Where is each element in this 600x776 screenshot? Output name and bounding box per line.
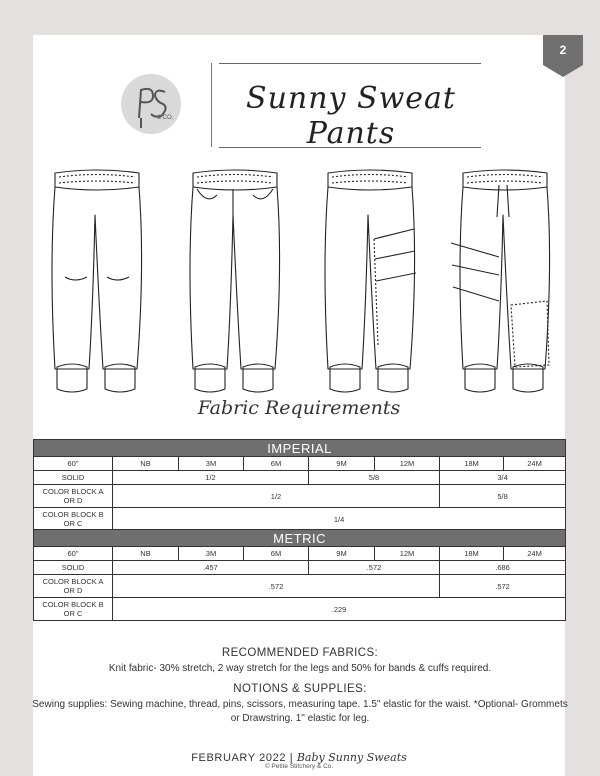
metric-header: METRIC (34, 530, 566, 547)
page-number-badge (543, 35, 583, 77)
table-cell: .572 (309, 561, 440, 575)
table-cell: 1/4 (113, 508, 566, 531)
header-rule-top (219, 63, 481, 64)
recommended-fabrics-text: Knit fabric- 30% stretch, 2 way stretch for the legs and 50% for bands & cuffs required. (108, 663, 492, 674)
size-header: NB (113, 547, 179, 561)
row-label-solid: SOLID (34, 561, 113, 575)
pant-color-block-a-illustration (325, 170, 416, 392)
table-cell: .229 (113, 598, 566, 621)
pant-color-block-b-illustration (451, 170, 550, 392)
pant-front-view-illustration (190, 170, 280, 392)
footer-pattern-name: Baby Sunny Sweats (296, 751, 407, 764)
row-label-color-block-b: COLOR BLOCK B OR C (34, 598, 113, 621)
size-header: 24M (504, 547, 566, 561)
size-header: 12M (375, 547, 440, 561)
header (111, 63, 481, 151)
size-header: NB (113, 457, 179, 471)
brand-logo (119, 72, 183, 136)
page-number: 2 (559, 43, 567, 57)
footer-separator: | (289, 752, 294, 764)
fabric-requirements-title: Fabric Requirements (197, 397, 401, 419)
metric-table (33, 529, 566, 621)
table-cell: 5/8 (309, 471, 440, 485)
table-cell: .457 (113, 561, 309, 575)
size-header: 24M (504, 457, 566, 471)
size-header: 3M (179, 547, 244, 561)
table-cell: 3/4 (440, 471, 566, 485)
table-cell: 5/8 (440, 485, 566, 508)
metric-width-label: 60" (34, 547, 113, 561)
size-header: 9M (309, 547, 375, 561)
notions-text-line1: Sewing supplies: Sewing machine, thread, pins, scissors, measuring tape. 1.5" elastic for the waist. *Optional- Grommets (32, 699, 568, 710)
table-cell: .686 (440, 561, 566, 575)
size-header: 6M (244, 547, 309, 561)
imperial-table (33, 439, 566, 531)
pant-back-view-illustration (52, 170, 142, 392)
table-cell: .572 (113, 575, 440, 598)
row-label-color-block-b: COLOR BLOCK B OR C (34, 508, 113, 531)
pattern-title: Sunny Sweat Pants (246, 81, 456, 151)
logo-sub: & CO. (157, 115, 174, 121)
footer-date: FEBRUARY 2022 (191, 752, 287, 764)
row-label-solid: SOLID (34, 471, 113, 485)
notions-heading: NOTIONS & SUPPLIES: (233, 683, 367, 695)
table-cell: 1/2 (113, 485, 440, 508)
footer (33, 751, 565, 770)
size-header: 18M (440, 457, 504, 471)
table-cell: 1/2 (113, 471, 309, 485)
size-header: 3M (179, 457, 244, 471)
size-header: 18M (440, 547, 504, 561)
notions-text-line2: or Drawstring. 1" elastic for leg. (230, 713, 370, 724)
recommended-fabrics-heading: RECOMMENDED FABRICS: (221, 647, 379, 659)
footer-copyright: © Petite Stitchery & Co. (264, 763, 334, 770)
header-divider (211, 63, 212, 147)
size-header: 9M (309, 457, 375, 471)
garment-illustrations (33, 155, 565, 395)
table-cell: .572 (440, 575, 566, 598)
pattern-page (32, 35, 568, 776)
imperial-width-label: 60" (34, 457, 113, 471)
size-header: 6M (244, 457, 309, 471)
row-label-color-block-a: COLOR BLOCK A OR D (34, 485, 113, 508)
imperial-header: IMPERIAL (34, 440, 566, 457)
row-label-color-block-a: COLOR BLOCK A OR D (34, 575, 113, 598)
size-header: 12M (375, 457, 440, 471)
